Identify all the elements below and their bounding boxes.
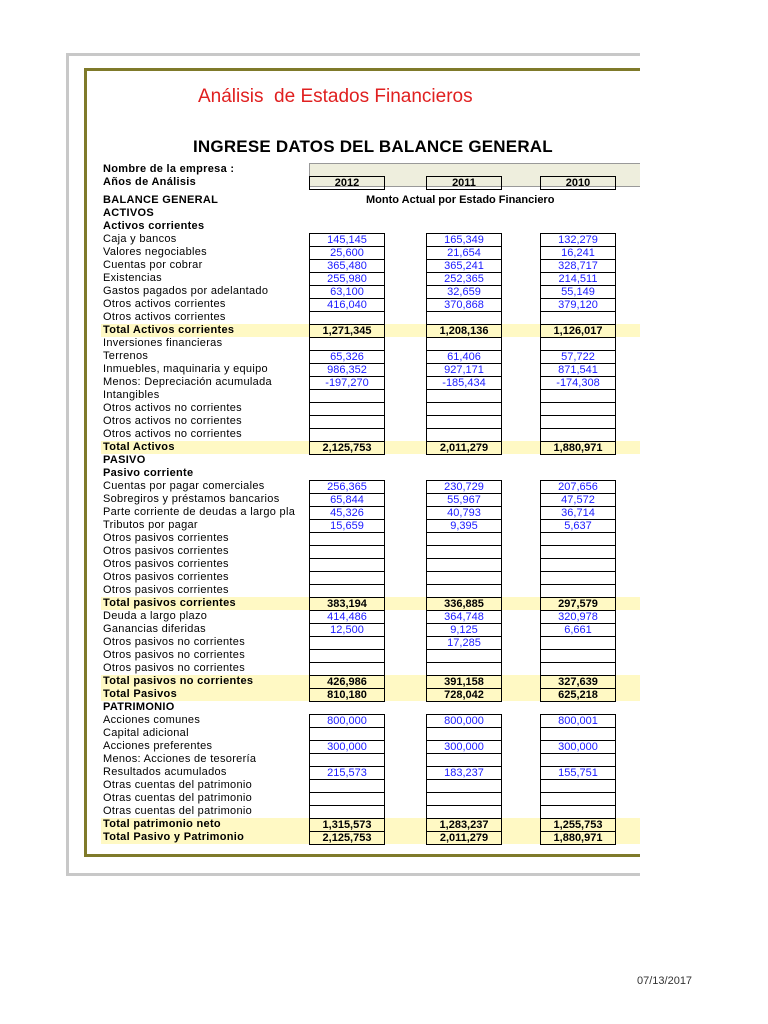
total-cell: 2,125,753 bbox=[309, 831, 385, 845]
value-cell[interactable] bbox=[540, 571, 616, 585]
value-cell[interactable] bbox=[540, 428, 616, 442]
value-cell[interactable] bbox=[426, 779, 502, 793]
value-cell[interactable] bbox=[540, 753, 616, 767]
row-label: Otras cuentas del patrimonio bbox=[103, 805, 253, 817]
value-cell[interactable] bbox=[540, 727, 616, 741]
total-row bbox=[101, 324, 661, 337]
company-row bbox=[101, 163, 661, 176]
value-cell[interactable] bbox=[309, 558, 385, 572]
year-cell-2[interactable]: 2010 bbox=[540, 176, 616, 190]
total-cell: 1,271,345 bbox=[309, 324, 385, 338]
value-cell[interactable]: 927,171 bbox=[426, 363, 502, 377]
value-cell[interactable] bbox=[309, 571, 385, 585]
value-cell[interactable]: 800,000 bbox=[426, 714, 502, 728]
row-label: Otros pasivos corrientes bbox=[103, 558, 229, 570]
value-cell[interactable] bbox=[309, 662, 385, 676]
value-cell[interactable]: 63,100 bbox=[309, 285, 385, 299]
total-cell: 426,986 bbox=[309, 675, 385, 689]
value-cell[interactable] bbox=[540, 311, 616, 325]
page-subtitle: INGRESE DATOS DEL BALANCE GENERAL bbox=[193, 137, 553, 156]
row-label: Otros pasivos no corrientes bbox=[103, 649, 245, 661]
data-rows bbox=[101, 207, 661, 844]
value-cell[interactable]: -174,308 bbox=[540, 376, 616, 390]
table-row bbox=[101, 454, 661, 467]
total-cell: 2,011,279 bbox=[426, 441, 502, 455]
years-row bbox=[101, 176, 661, 189]
value-cell[interactable]: 32,659 bbox=[426, 285, 502, 299]
value-cell[interactable]: 300,000 bbox=[426, 740, 502, 754]
table-row bbox=[101, 506, 661, 519]
value-cell[interactable] bbox=[426, 415, 502, 429]
total-cell: 1,255,753 bbox=[540, 818, 616, 832]
page-title: Análisis de Estados Financieros bbox=[198, 86, 473, 107]
value-cell[interactable] bbox=[309, 584, 385, 598]
value-cell[interactable] bbox=[309, 727, 385, 741]
value-cell[interactable] bbox=[309, 779, 385, 793]
value-cell[interactable] bbox=[426, 792, 502, 806]
row-label: Otras cuentas del patrimonio bbox=[103, 779, 253, 791]
value-cell[interactable] bbox=[426, 662, 502, 676]
value-cell[interactable]: 6,661 bbox=[540, 623, 616, 637]
value-cell[interactable]: 871,541 bbox=[540, 363, 616, 377]
value-cell[interactable] bbox=[540, 337, 616, 351]
value-cell[interactable] bbox=[309, 753, 385, 767]
value-cell[interactable]: 320,978 bbox=[540, 610, 616, 624]
value-cell[interactable] bbox=[426, 649, 502, 663]
balance-sheet-table bbox=[101, 163, 661, 844]
value-cell[interactable]: 55,149 bbox=[540, 285, 616, 299]
row-label: Otros activos no corrientes bbox=[103, 428, 242, 440]
value-cell[interactable]: 65,844 bbox=[309, 493, 385, 507]
value-cell[interactable]: 183,237 bbox=[426, 766, 502, 780]
row-label: Tributos por pagar bbox=[103, 519, 198, 531]
total-cell: 1,315,573 bbox=[309, 818, 385, 832]
table-row bbox=[101, 558, 661, 571]
value-cell[interactable]: 416,040 bbox=[309, 298, 385, 312]
row-label: Total Pasivos bbox=[103, 688, 177, 700]
row-label: Otros activos no corrientes bbox=[103, 402, 242, 414]
row-label: Menos: Acciones de tesorería bbox=[103, 753, 257, 765]
value-cell[interactable]: 207,656 bbox=[540, 480, 616, 494]
table-row bbox=[101, 727, 661, 740]
value-cell[interactable]: 800,000 bbox=[309, 714, 385, 728]
table-row bbox=[101, 623, 661, 636]
row-label: Otros pasivos corrientes bbox=[103, 532, 229, 544]
value-cell[interactable]: 55,967 bbox=[426, 493, 502, 507]
row-label: Acciones comunes bbox=[103, 714, 201, 726]
value-cell[interactable] bbox=[309, 337, 385, 351]
value-cell[interactable] bbox=[426, 337, 502, 351]
value-cell[interactable] bbox=[540, 662, 616, 676]
total-cell: 1,126,017 bbox=[540, 324, 616, 338]
total-cell: 2,125,753 bbox=[309, 441, 385, 455]
table-row bbox=[101, 519, 661, 532]
value-cell[interactable] bbox=[309, 649, 385, 663]
row-label: Total pasivos no corrientes bbox=[103, 675, 254, 687]
value-cell[interactable] bbox=[426, 402, 502, 416]
total-row bbox=[101, 441, 661, 454]
row-label: Cuentas por pagar comerciales bbox=[103, 480, 265, 492]
value-cell[interactable] bbox=[540, 805, 616, 819]
value-cell[interactable]: 65,326 bbox=[309, 350, 385, 364]
row-label: Otros pasivos corrientes bbox=[103, 584, 229, 596]
value-cell[interactable]: 365,241 bbox=[426, 259, 502, 273]
value-cell[interactable] bbox=[309, 389, 385, 403]
value-cell[interactable]: 36,714 bbox=[540, 506, 616, 520]
row-label: Resultados acumulados bbox=[103, 766, 227, 778]
row-label: Otros pasivos corrientes bbox=[103, 545, 229, 557]
row-label: Activos corrientes bbox=[103, 220, 205, 232]
table-row bbox=[101, 285, 661, 298]
value-cell[interactable]: 255,980 bbox=[309, 272, 385, 286]
table-row bbox=[101, 649, 661, 662]
row-label: Total Activos corrientes bbox=[103, 324, 235, 336]
value-cell[interactable]: 57,722 bbox=[540, 350, 616, 364]
total-cell: 391,158 bbox=[426, 675, 502, 689]
total-cell: 336,885 bbox=[426, 597, 502, 611]
table-row bbox=[101, 753, 661, 766]
row-label: Ganancias diferidas bbox=[103, 623, 206, 635]
value-cell[interactable] bbox=[426, 389, 502, 403]
table-row bbox=[101, 428, 661, 441]
total-cell: 625,218 bbox=[540, 688, 616, 702]
row-label: Caja y bancos bbox=[103, 233, 177, 245]
value-cell[interactable] bbox=[426, 428, 502, 442]
table-row bbox=[101, 350, 661, 363]
table-row bbox=[101, 545, 661, 558]
table-row bbox=[101, 207, 661, 220]
table-row bbox=[101, 389, 661, 402]
table-row bbox=[101, 467, 661, 480]
value-cell[interactable]: 5,637 bbox=[540, 519, 616, 533]
table-row bbox=[101, 402, 661, 415]
table-row bbox=[101, 376, 661, 389]
table-row bbox=[101, 415, 661, 428]
row-label: Total Activos bbox=[103, 441, 175, 453]
value-cell[interactable]: 155,751 bbox=[540, 766, 616, 780]
value-cell[interactable]: 9,395 bbox=[426, 519, 502, 533]
value-cell[interactable]: 800,001 bbox=[540, 714, 616, 728]
value-cell[interactable] bbox=[309, 415, 385, 429]
value-cell[interactable] bbox=[309, 532, 385, 546]
value-cell[interactable]: 328,717 bbox=[540, 259, 616, 273]
value-cell[interactable] bbox=[426, 753, 502, 767]
value-cell[interactable]: 61,406 bbox=[426, 350, 502, 364]
balance-label: BALANCE GENERAL bbox=[103, 194, 219, 206]
value-cell[interactable]: 47,572 bbox=[540, 493, 616, 507]
value-cell[interactable] bbox=[540, 389, 616, 403]
value-cell[interactable]: 300,000 bbox=[540, 740, 616, 754]
table-row bbox=[101, 246, 661, 259]
value-cell[interactable]: 132,279 bbox=[540, 233, 616, 247]
value-cell[interactable] bbox=[540, 415, 616, 429]
row-label: ACTIVOS bbox=[103, 207, 154, 219]
table-row bbox=[101, 610, 661, 623]
table-row bbox=[101, 714, 661, 727]
table-row bbox=[101, 805, 661, 818]
total-cell: 1,283,237 bbox=[426, 818, 502, 832]
value-cell[interactable] bbox=[540, 779, 616, 793]
table-row bbox=[101, 337, 661, 350]
table-row bbox=[101, 701, 661, 714]
table-row bbox=[101, 636, 661, 649]
table-row bbox=[101, 571, 661, 584]
year-cell-0[interactable]: 2012 bbox=[309, 176, 385, 190]
row-label: Existencias bbox=[103, 272, 162, 284]
total-cell: 1,880,971 bbox=[540, 831, 616, 845]
value-cell[interactable]: 256,365 bbox=[309, 480, 385, 494]
value-cell[interactable]: 9,125 bbox=[426, 623, 502, 637]
value-cell[interactable] bbox=[309, 428, 385, 442]
value-cell[interactable] bbox=[540, 558, 616, 572]
table-row bbox=[101, 584, 661, 597]
row-label: Otras cuentas del patrimonio bbox=[103, 792, 253, 804]
total-cell: 810,180 bbox=[309, 688, 385, 702]
total-cell: 383,194 bbox=[309, 597, 385, 611]
years-label: Años de Análisis bbox=[103, 176, 197, 188]
row-label: Otros pasivos no corrientes bbox=[103, 636, 245, 648]
row-label: PASIVO bbox=[103, 454, 146, 466]
row-label: Menos: Depreciación acumulada bbox=[103, 376, 272, 388]
table-row bbox=[101, 298, 661, 311]
table-row bbox=[101, 493, 661, 506]
value-cell[interactable]: 214,511 bbox=[540, 272, 616, 286]
value-cell[interactable] bbox=[309, 402, 385, 416]
row-label: Otros activos corrientes bbox=[103, 298, 226, 310]
row-label: Sobregiros y préstamos bancarios bbox=[103, 493, 280, 505]
row-label: Gastos pagados por adelantado bbox=[103, 285, 269, 297]
row-label: Acciones preferentes bbox=[103, 740, 213, 752]
value-cell[interactable]: -185,434 bbox=[426, 376, 502, 390]
value-cell[interactable]: 414,486 bbox=[309, 610, 385, 624]
value-cell[interactable]: 365,480 bbox=[309, 259, 385, 273]
total-row bbox=[101, 818, 661, 831]
value-cell[interactable] bbox=[426, 727, 502, 741]
value-cell[interactable]: 17,285 bbox=[426, 636, 502, 650]
table-row bbox=[101, 363, 661, 376]
row-label: Terrenos bbox=[103, 350, 149, 362]
value-cell[interactable] bbox=[426, 584, 502, 598]
value-cell[interactable]: -197,270 bbox=[309, 376, 385, 390]
value-cell[interactable] bbox=[309, 805, 385, 819]
value-cell[interactable]: 986,352 bbox=[309, 363, 385, 377]
total-row bbox=[101, 597, 661, 610]
table-row bbox=[101, 272, 661, 285]
table-row bbox=[101, 662, 661, 675]
value-cell[interactable] bbox=[540, 649, 616, 663]
row-label: Otros activos corrientes bbox=[103, 311, 226, 323]
page-clip bbox=[640, 0, 768, 1024]
value-cell[interactable] bbox=[426, 558, 502, 572]
value-cell[interactable] bbox=[309, 636, 385, 650]
company-label: Nombre de la empresa : bbox=[103, 163, 235, 175]
value-cell[interactable]: 145,145 bbox=[309, 233, 385, 247]
value-cell[interactable] bbox=[540, 636, 616, 650]
table-row bbox=[101, 233, 661, 246]
balance-header-row bbox=[101, 194, 661, 207]
row-label: Cuentas por cobrar bbox=[103, 259, 203, 271]
total-cell: 327,639 bbox=[540, 675, 616, 689]
value-cell[interactable] bbox=[426, 532, 502, 546]
value-cell[interactable] bbox=[540, 532, 616, 546]
row-label: Total pasivos corrientes bbox=[103, 597, 236, 609]
value-cell[interactable]: 25,600 bbox=[309, 246, 385, 260]
value-cell[interactable]: 370,868 bbox=[426, 298, 502, 312]
row-label: Capital adicional bbox=[103, 727, 189, 739]
value-cell[interactable]: 300,000 bbox=[309, 740, 385, 754]
monto-label: Monto Actual por Estado Financiero bbox=[366, 194, 555, 206]
value-cell[interactable] bbox=[540, 792, 616, 806]
row-label: Pasivo corriente bbox=[103, 467, 194, 479]
value-cell[interactable]: 15,659 bbox=[309, 519, 385, 533]
row-label: Intangibles bbox=[103, 389, 160, 401]
value-cell[interactable]: 12,500 bbox=[309, 623, 385, 637]
total-row bbox=[101, 675, 661, 688]
row-label: Inversiones financieras bbox=[103, 337, 223, 349]
year-cell-1[interactable]: 2011 bbox=[426, 176, 502, 190]
table-row bbox=[101, 259, 661, 272]
value-cell[interactable]: 364,748 bbox=[426, 610, 502, 624]
total-cell: 297,579 bbox=[540, 597, 616, 611]
value-cell[interactable]: 21,654 bbox=[426, 246, 502, 260]
table-row bbox=[101, 220, 661, 233]
total-cell: 1,880,971 bbox=[540, 441, 616, 455]
value-cell[interactable]: 252,365 bbox=[426, 272, 502, 286]
value-cell[interactable]: 215,573 bbox=[309, 766, 385, 780]
value-cell[interactable] bbox=[309, 545, 385, 559]
total-cell: 1,208,136 bbox=[426, 324, 502, 338]
print-date: 07/13/2017 bbox=[637, 975, 693, 987]
row-label: Otros activos no corrientes bbox=[103, 415, 242, 427]
total-cell: 2,011,279 bbox=[426, 831, 502, 845]
table-row bbox=[101, 779, 661, 792]
table-row bbox=[101, 532, 661, 545]
value-cell[interactable] bbox=[309, 792, 385, 806]
value-cell[interactable] bbox=[540, 402, 616, 416]
row-label: Valores negociables bbox=[103, 246, 207, 258]
value-cell[interactable]: 40,793 bbox=[426, 506, 502, 520]
value-cell[interactable] bbox=[309, 311, 385, 325]
value-cell[interactable]: 16,241 bbox=[540, 246, 616, 260]
total-row bbox=[101, 831, 661, 844]
value-cell[interactable]: 379,120 bbox=[540, 298, 616, 312]
row-label: Total patrimonio neto bbox=[103, 818, 221, 830]
table-row bbox=[101, 766, 661, 779]
value-cell[interactable] bbox=[426, 571, 502, 585]
value-cell[interactable]: 165,349 bbox=[426, 233, 502, 247]
total-row bbox=[101, 688, 661, 701]
row-label: Otros pasivos no corrientes bbox=[103, 662, 245, 674]
table-row bbox=[101, 480, 661, 493]
table-row bbox=[101, 311, 661, 324]
row-label: Parte corriente de deudas a largo pla bbox=[103, 506, 296, 518]
table-row bbox=[101, 792, 661, 805]
row-label: PATRIMONIO bbox=[103, 701, 175, 713]
value-cell[interactable]: 230,729 bbox=[426, 480, 502, 494]
row-label: Total Pasivo y Patrimonio bbox=[103, 831, 245, 843]
table-row bbox=[101, 740, 661, 753]
value-cell[interactable]: 45,326 bbox=[309, 506, 385, 520]
total-cell: 728,042 bbox=[426, 688, 502, 702]
row-label: Inmuebles, maquinaria y equipo bbox=[103, 363, 268, 375]
value-cell[interactable] bbox=[426, 805, 502, 819]
row-label: Deuda a largo plazo bbox=[103, 610, 208, 622]
value-cell[interactable] bbox=[540, 545, 616, 559]
value-cell[interactable] bbox=[426, 545, 502, 559]
value-cell[interactable] bbox=[540, 584, 616, 598]
value-cell[interactable] bbox=[426, 311, 502, 325]
row-label: Otros pasivos corrientes bbox=[103, 571, 229, 583]
